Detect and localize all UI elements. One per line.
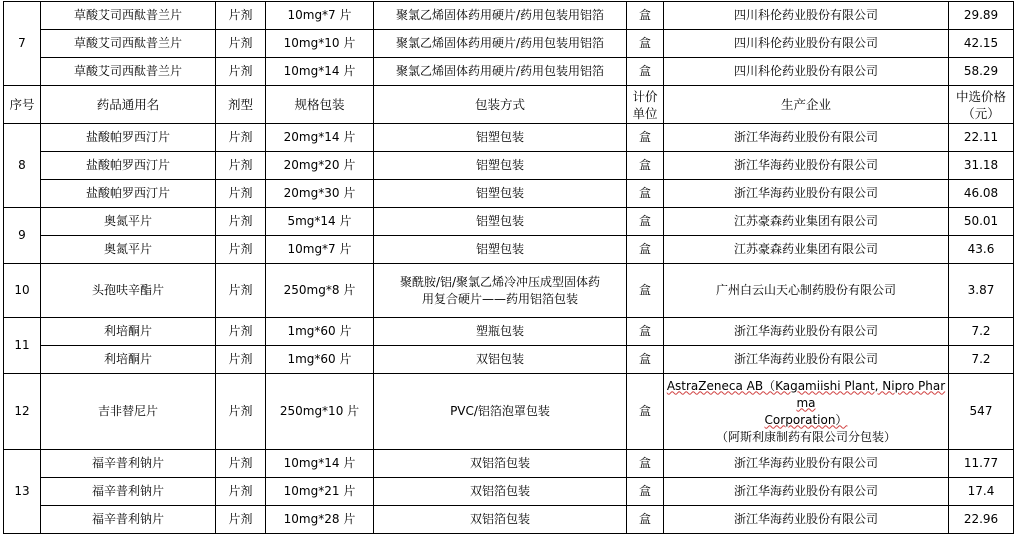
unit-cell: 盒: [627, 264, 664, 318]
table-row: [4, 506, 1014, 534]
dosage-form-cell: 片剂: [216, 152, 266, 180]
dosage-form-cell: 片剂: [216, 264, 266, 318]
drug-name-cell: 草酸艾司西酞普兰片: [41, 30, 216, 58]
dosage-form-cell: 片剂: [216, 318, 266, 346]
spec-cell: 10mg*10 片: [266, 30, 374, 58]
dosage-form-cell: 片剂: [216, 208, 266, 236]
manufacturer-cell: 浙江华海药业股份有限公司: [664, 506, 949, 534]
spec-cell: 1mg*60 片: [266, 346, 374, 374]
dosage-form-cell: 片剂: [216, 236, 266, 264]
price-cell: 22.11: [949, 124, 1014, 152]
price-cell: 547: [949, 374, 1014, 450]
drug-name-cell: 盐酸帕罗西汀片: [41, 124, 216, 152]
spec-cell: 5mg*14 片: [266, 208, 374, 236]
unit-cell: 盒: [627, 506, 664, 534]
manufacturer-cell: 四川科伦药业股份有限公司: [664, 2, 949, 30]
drug-name-cell: 草酸艾司西酞普兰片: [41, 58, 216, 86]
manufacturer-cell: 四川科伦药业股份有限公司: [664, 30, 949, 58]
drug-name-cell: 利培酮片: [41, 346, 216, 374]
package-cell: 铝塑包装: [374, 124, 627, 152]
price-cell: 29.89: [949, 2, 1014, 30]
spec-cell: 10mg*14 片: [266, 58, 374, 86]
package-cell: [374, 264, 627, 318]
unit-cell: 盒: [627, 374, 664, 450]
price-cell: 22.96: [949, 506, 1014, 534]
spec-cell: 10mg*21 片: [266, 478, 374, 506]
dosage-form-cell: 片剂: [216, 30, 266, 58]
spec-cell: 250mg*10 片: [266, 374, 374, 450]
unit-cell: 盒: [627, 124, 664, 152]
table-row: [4, 180, 1014, 208]
package-cell: 铝塑包装: [374, 180, 627, 208]
manufacturer-cell: [664, 374, 949, 450]
seq-cell: 11: [4, 318, 41, 374]
unit-cell: 盒: [627, 180, 664, 208]
package-cell: PVC/铝箔泡罩包装: [374, 374, 627, 450]
manufacturer-cell: 浙江华海药业股份有限公司: [664, 152, 949, 180]
price-cell: 43.6: [949, 236, 1014, 264]
spec-cell: 10mg*28 片: [266, 506, 374, 534]
price-cell: 3.87: [949, 264, 1014, 318]
manufacturer-cell: 浙江华海药业股份有限公司: [664, 124, 949, 152]
drug-name-cell: 利培酮片: [41, 318, 216, 346]
manufacturer-cell: 浙江华海药业股份有限公司: [664, 450, 949, 478]
manufacturer-cell: 浙江华海药业股份有限公司: [664, 180, 949, 208]
seq-cell: 10: [4, 264, 41, 318]
package-cell: 铝塑包装: [374, 152, 627, 180]
package-cell: 聚氯乙烯固体药用硬片/药用包装用铝箔: [374, 30, 627, 58]
header-dosage-form: 剂型: [216, 86, 266, 124]
manufacturer-cell: 广州白云山天心制药股份有限公司: [664, 264, 949, 318]
manufacturer-cell: 江苏豪森药业集团有限公司: [664, 208, 949, 236]
price-cell: 46.08: [949, 180, 1014, 208]
drug-name-cell: 奥氮平片: [41, 236, 216, 264]
price-cell: 50.01: [949, 208, 1014, 236]
spec-cell: 10mg*7 片: [266, 236, 374, 264]
package-cell: 双铝包装: [374, 346, 627, 374]
price-cell: 11.77: [949, 450, 1014, 478]
unit-cell: 盒: [627, 58, 664, 86]
unit-cell: 盒: [627, 346, 664, 374]
table-row: [4, 478, 1014, 506]
table-row: [4, 152, 1014, 180]
unit-cell: 盒: [627, 208, 664, 236]
price-cell: 7.2: [949, 346, 1014, 374]
spec-cell: 10mg*7 片: [266, 2, 374, 30]
dosage-form-cell: 片剂: [216, 450, 266, 478]
drug-price-table: [3, 1, 1014, 534]
dosage-form-cell: 片剂: [216, 180, 266, 208]
dosage-form-cell: 片剂: [216, 346, 266, 374]
unit-cell: 盒: [627, 318, 664, 346]
unit-cell: 盒: [627, 236, 664, 264]
unit-cell: 盒: [627, 478, 664, 506]
drug-name-cell: 盐酸帕罗西汀片: [41, 180, 216, 208]
header-unit: 计价单位: [627, 86, 664, 124]
drug-name-cell: 福辛普利钠片: [41, 506, 216, 534]
price-cell: 7.2: [949, 318, 1014, 346]
header-seq: 序号: [4, 86, 41, 124]
manufacturer-line: Corporation）: [764, 412, 848, 427]
header-price: 中选价格（元）: [949, 86, 1014, 124]
seq-cell: 13: [4, 450, 41, 534]
package-line: 用复合硬片——药用铝箔包装: [421, 291, 578, 306]
price-cell: 31.18: [949, 152, 1014, 180]
spec-cell: 20mg*30 片: [266, 180, 374, 208]
table-row: [4, 374, 1014, 450]
seq-cell: 12: [4, 374, 41, 450]
manufacturer-cell: 浙江华海药业股份有限公司: [664, 318, 949, 346]
package-line: 聚酰胺/铝/聚氯乙烯冷冲压成型固体药: [399, 274, 601, 289]
price-cell: 17.4: [949, 478, 1014, 506]
manufacturer-line: AstraZeneca AB（Kagamiishi Plant, Nipro Pharma: [666, 378, 946, 410]
drug-name-cell: 草酸艾司西酞普兰片: [41, 2, 216, 30]
spec-cell: 20mg*14 片: [266, 124, 374, 152]
dosage-form-cell: 片剂: [216, 2, 266, 30]
spec-cell: 250mg*8 片: [266, 264, 374, 318]
unit-cell: 盒: [627, 152, 664, 180]
spec-cell: 1mg*60 片: [266, 318, 374, 346]
price-cell: 58.29: [949, 58, 1014, 86]
drug-name-cell: 头孢呋辛酯片: [41, 264, 216, 318]
table-row: [4, 346, 1014, 374]
manufacturer-cell: 浙江华海药业股份有限公司: [664, 346, 949, 374]
drug-name-cell: 盐酸帕罗西汀片: [41, 152, 216, 180]
header-drug-name: 药品通用名: [41, 86, 216, 124]
dosage-form-cell: 片剂: [216, 478, 266, 506]
package-cell: 双铝箔包装: [374, 478, 627, 506]
seq-cell: 7: [4, 2, 41, 86]
manufacturer-cell: 江苏豪森药业集团有限公司: [664, 236, 949, 264]
seq-cell: 8: [4, 124, 41, 208]
package-cell: 双铝箔包装: [374, 450, 627, 478]
table-row: [4, 58, 1014, 86]
dosage-form-cell: 片剂: [216, 58, 266, 86]
dosage-form-cell: 片剂: [216, 124, 266, 152]
seq-cell: 9: [4, 208, 41, 264]
unit-cell: 盒: [627, 2, 664, 30]
manufacturer-line: （阿斯利康制药有限公司分包装）: [715, 429, 896, 444]
drug-name-cell: 福辛普利钠片: [41, 450, 216, 478]
table-row: [4, 264, 1014, 318]
manufacturer-cell: 浙江华海药业股份有限公司: [664, 478, 949, 506]
unit-cell: 盒: [627, 450, 664, 478]
header-manufacturer: 生产企业: [664, 86, 949, 124]
table-row: [4, 208, 1014, 236]
dosage-form-cell: 片剂: [216, 374, 266, 450]
table-row: [4, 124, 1014, 152]
unit-cell: 盒: [627, 30, 664, 58]
dosage-form-cell: 片剂: [216, 506, 266, 534]
table-row: [4, 2, 1014, 30]
table-row: [4, 30, 1014, 58]
table-header-row: [4, 86, 1014, 124]
drug-name-cell: 奥氮平片: [41, 208, 216, 236]
manufacturer-cell: 四川科伦药业股份有限公司: [664, 58, 949, 86]
table-row: [4, 236, 1014, 264]
table-row: [4, 318, 1014, 346]
header-spec: 规格包装: [266, 86, 374, 124]
price-cell: 42.15: [949, 30, 1014, 58]
package-cell: 双铝箔包装: [374, 506, 627, 534]
table-row: [4, 450, 1014, 478]
drug-name-cell: 福辛普利钠片: [41, 478, 216, 506]
package-cell: 聚氯乙烯固体药用硬片/药用包装用铝箔: [374, 58, 627, 86]
drug-name-cell: 吉非替尼片: [41, 374, 216, 450]
spec-cell: 20mg*20 片: [266, 152, 374, 180]
package-cell: 塑瓶包装: [374, 318, 627, 346]
spec-cell: 10mg*14 片: [266, 450, 374, 478]
header-package: 包装方式: [374, 86, 627, 124]
package-cell: 铝塑包装: [374, 236, 627, 264]
package-cell: 聚氯乙烯固体药用硬片/药用包装用铝箔: [374, 2, 627, 30]
package-cell: 铝塑包装: [374, 208, 627, 236]
